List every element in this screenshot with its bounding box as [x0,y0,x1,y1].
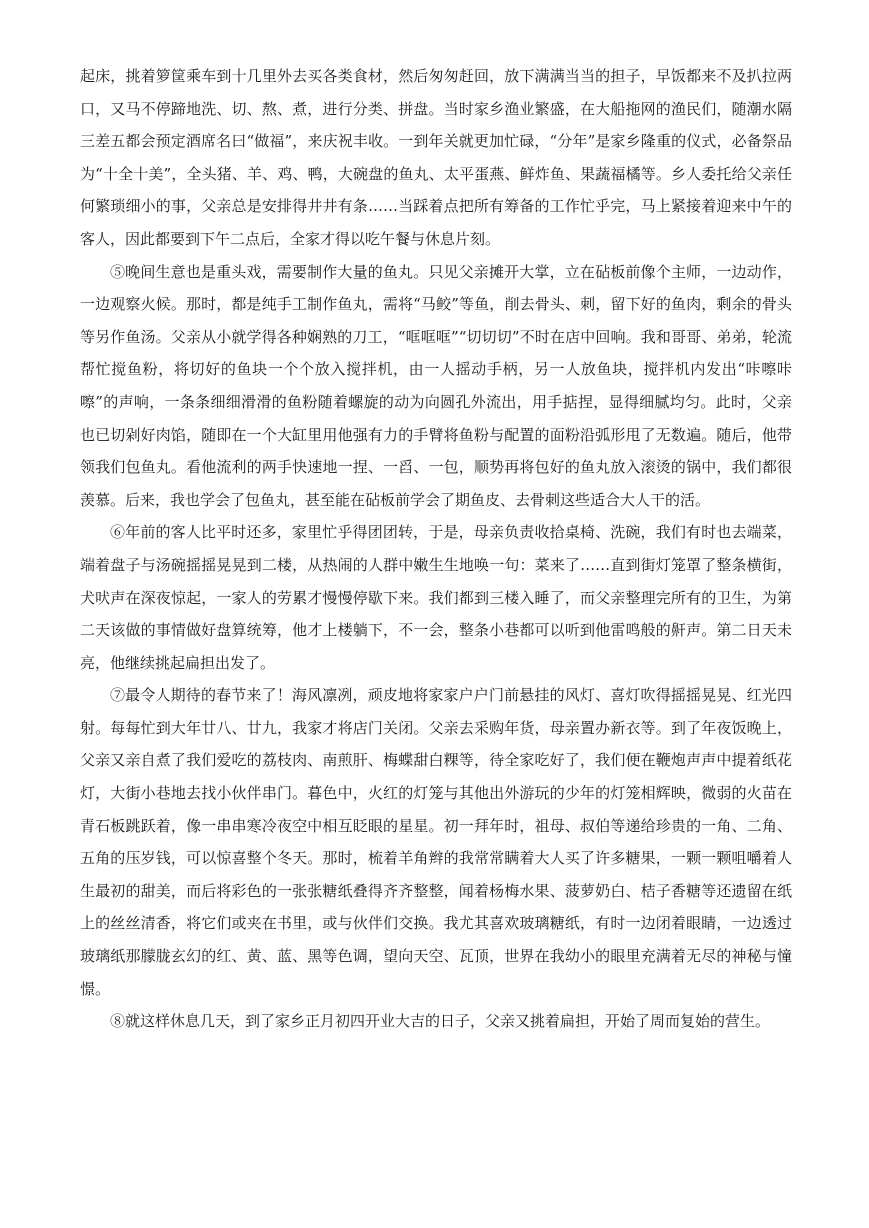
paragraph-6: ⑥年前的客人比平时还多，家里忙乎得团团转，于是，母亲负责收拾桌椅、洗碗，我们有时也去端菜，端着盘子与汤碗摇摇晃晃到二楼，从热闹的人群中嫩生生地唤一句：菜来了……直到街灯笼罩了整条横街，犬吠声在深夜惊起，一家人的劳累才慢慢停歇下来。我们都到三楼入睡了，而父亲整理完所有的卫生，为第二天该做的事情做好盘算统筹，他才上楼躺下，不一会，整条小巷都可以听到他雷鸣般的鼾声。第二日天未亮，他继续挑起扁担出发了。 [80,523,792,672]
paragraph-5: ⑤晚间生意也是重头戏，需要制作大量的鱼丸。只见父亲摊开大掌，立在砧板前像个主师，一边动作，一边观察火候。那时，都是纯手工制作鱼丸，需将“马鲛”等鱼，削去骨头、刺，留下好的鱼肉，剩余的骨头等另作鱼汤。父亲从小就学得各种娴熟的刀工，“哐哐哐”“切切切”不时在店中回响。我和哥哥、弟弟，轮流帮忙搅鱼粉，将切好的鱼块一个个放入搅拌机，由一人摇动手柄，另一人放鱼块，搅拌机内发出“咔嚓咔嚓”的声响，一条条细细滑滑的鱼粉随着螺旋的动为向圆孔外流出，用手掂捏，显得细腻均匀。此时，父亲也已切剁好肉馅，随即在一个大缸里用他强有力的手臂将鱼粉与配置的面粉沿弧形甩了无数遍。随后，他带领我们包鱼丸。看他流利的两手快速地一捏、一舀、一包，顺势再将包好的鱼丸放入滚烫的锅中，我们都很羡慕。后来，我也学会了包鱼丸，甚至能在砧板前学会了期鱼皮、去骨刺这些适合大人干的活。 [80,262,792,509]
paragraph-7: ⑦最令人期待的春节来了！海风凛冽，顽皮地将家家户户门前悬挂的风灯、喜灯吹得摇摇晃晃、红光四射。每每忙到大年廿八、廿九，我家才将店门关闭。父亲去采购年货，母亲置办新衣等。到了年夜饭晚上，父亲又亲自煮了我们爱吃的荔枝肉、南煎肝、梅蝶甜白粿等，待全家吃好了，我们便在鞭炮声声中提着纸花灯，大街小巷地去找小伙伴串门。暮色中，火红的灯笼与其他出外游玩的少年的灯笼相辉映，微弱的火苗在青石板跳跃着，像一串串寒冷夜空中相互眨眼的星星。初一拜年时，祖母、叔伯等递给珍贵的一角、二角、五角的压岁钱，可以惊喜整个冬天。那时，梳着羊角辫的我常常瞒着大人买了许多糖果，一颗一颗咀嚼着人生最初的甜美，而后将彩色的一张张糖纸叠得齐齐整整，闻着杨梅水果、菠萝奶白、桔子香糖等还遗留在纸上的丝丝清香，将它们或夹在书里，或与伙伴们交换。我尤其喜欢玻璃糖纸，有时一边闭着眼睛，一边透过玻璃纸那朦胧玄幻的红、黄、蓝、黑等色调，望向天空、瓦顶，世界在我幼小的眼里充满着无尽的神秘与憧憬。 [80,686,792,998]
document-page [80,60,792,1038]
paragraph-8: ⑧就这样休息几天，到了家乡正月初四开业大吉的日子，父亲又挑着扁担，开始了周而复始的营生。 [110,1012,771,1031]
paragraph-continued: 起床，挑着箩筐乘车到十几里外去买各类食材，然后匆匆赶回，放下满满当当的担子，早饭都来不及扒拉两口，又马不停蹄地洗、切、熬、煮，进行分类、拼盘。当时家乡渔业繁盛，在大船拖网的渔民们，随潮水隔三差五都会预定酒席名曰“做福”，来庆祝丰收。一到年关就更加忙碌，“分年”是家乡隆重的仪式，必备祭品为“十全十美”，全头猪、羊、鸡、鸭，大碗盘的鱼丸、太平蛋燕、鲜炸鱼、果蔬福橘等。乡人委托给父亲任何繁琐细小的事，父亲总是安排得井井有条……当踩着点把所有筹备的工作忙乎完，马上紧接着迎来中午的客人，因此都要到下午二点后，全家才得以吃午餐与休息片刻。 [80,67,792,248]
